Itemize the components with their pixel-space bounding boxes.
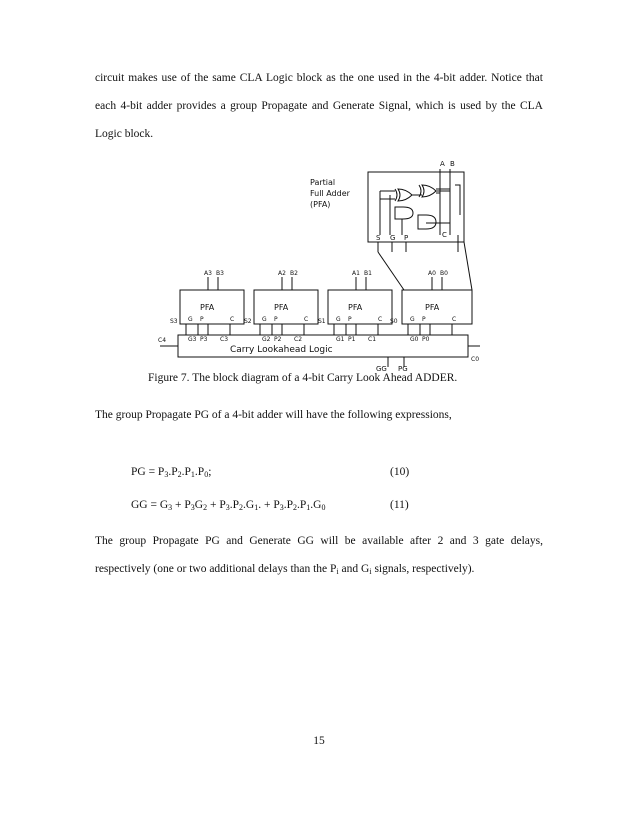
s1-label: S1 <box>318 318 326 325</box>
g1-label: G1 <box>336 336 345 343</box>
and-gate <box>418 215 436 229</box>
pfa-label-3: PFA <box>200 303 215 312</box>
c-label-1: C <box>378 316 383 323</box>
inset-b-label: B <box>450 160 455 168</box>
g3-label: G3 <box>188 336 197 343</box>
paragraph-group-propagate: The group Propagate PG of a 4-bit adder will have the following expressions, <box>95 409 452 421</box>
figure-caption: Figure 7. The block diagram of a 4-bit Carry Look Ahead ADDER. <box>148 372 458 384</box>
p0-label: P0 <box>422 336 430 343</box>
equation-number-10: (10) <box>390 466 410 478</box>
partial-label-1: Partial <box>310 178 336 187</box>
g-label-2: G <box>262 316 267 323</box>
p2-label: P2 <box>274 336 282 343</box>
a0-label: A0 <box>428 270 436 277</box>
c3-label: C3 <box>220 336 229 343</box>
s0-label: S0 <box>390 318 398 325</box>
g-label-3: G <box>188 316 193 323</box>
inset-s-label: S <box>376 234 381 242</box>
c4-label: C4 <box>158 337 167 344</box>
c-label-0: C <box>452 316 457 323</box>
g2-label: G2 <box>262 336 271 343</box>
p1-label: P1 <box>348 336 356 343</box>
equation-pg: PG = $P_3.P_2.P_1.P_0$; <box>131 466 212 479</box>
equation-number-11: (11) <box>390 499 409 511</box>
gg-label: GG <box>376 365 387 373</box>
inset-p-label: P <box>404 234 409 242</box>
xor-gate-2 <box>422 185 436 197</box>
carry-lookahead-label: Carry Lookahead Logic <box>230 345 333 355</box>
s3-label: S3 <box>170 318 178 325</box>
p-label-0: P <box>422 316 426 323</box>
p-label-1: P <box>348 316 352 323</box>
and-gate-2 <box>395 207 413 219</box>
b0-label: B0 <box>440 270 448 277</box>
inset-g-label: G <box>390 234 396 242</box>
pfa-label-0: PFA <box>425 303 440 312</box>
c2-label: C2 <box>294 336 303 343</box>
c1-label: C1 <box>368 336 377 343</box>
paragraph-gate-delays: The group Propagate PG and Generate GG will be available after 2 and 3 gate delays, respectively (one or two additional delays than the $P_i$ and $G_i$ signals, respectively). <box>95 535 543 576</box>
p-label-2: P <box>274 316 278 323</box>
s2-label: S2 <box>244 318 252 325</box>
a3-label: A3 <box>204 270 212 277</box>
p-label-3: P <box>200 316 204 323</box>
g-label-0: G <box>410 316 415 323</box>
g0-label: G0 <box>410 336 419 343</box>
cla-block-diagram <box>150 155 485 373</box>
g-label-1: G <box>336 316 341 323</box>
equation-gg: GG = $G_3 + P_3G_2 + P_3.P_2.G_1$. + $P_3.P_2.P_1.G_0$ <box>131 499 326 512</box>
paragraph-intro: circuit makes use of the same CLA Logic block as the one used in the 4-bit adder. Notice that each 4-bit adder provides a group Propagate and Generate Signal, which is used by the CLA Logic block. <box>95 72 543 140</box>
pfa-label-1: PFA <box>348 303 363 312</box>
c0-label: C0 <box>471 356 480 363</box>
a2-label: A2 <box>278 270 286 277</box>
page-number: 15 <box>313 735 325 747</box>
b1-label: B1 <box>364 270 372 277</box>
inset-c-label: C <box>442 231 447 239</box>
xor-gate-1 <box>398 189 412 201</box>
pg-label: PG <box>398 365 408 373</box>
a1-label: A1 <box>352 270 360 277</box>
inset-a-label: A <box>440 160 445 168</box>
b2-label: B2 <box>290 270 298 277</box>
p3-label: P3 <box>200 336 208 343</box>
pfa-label-2: PFA <box>274 303 289 312</box>
c-label-3: C <box>230 316 235 323</box>
b3-label: B3 <box>216 270 224 277</box>
partial-label-3: (PFA) <box>310 200 331 209</box>
c-label-2: C <box>304 316 309 323</box>
partial-label-2: Full Adder <box>310 189 350 198</box>
